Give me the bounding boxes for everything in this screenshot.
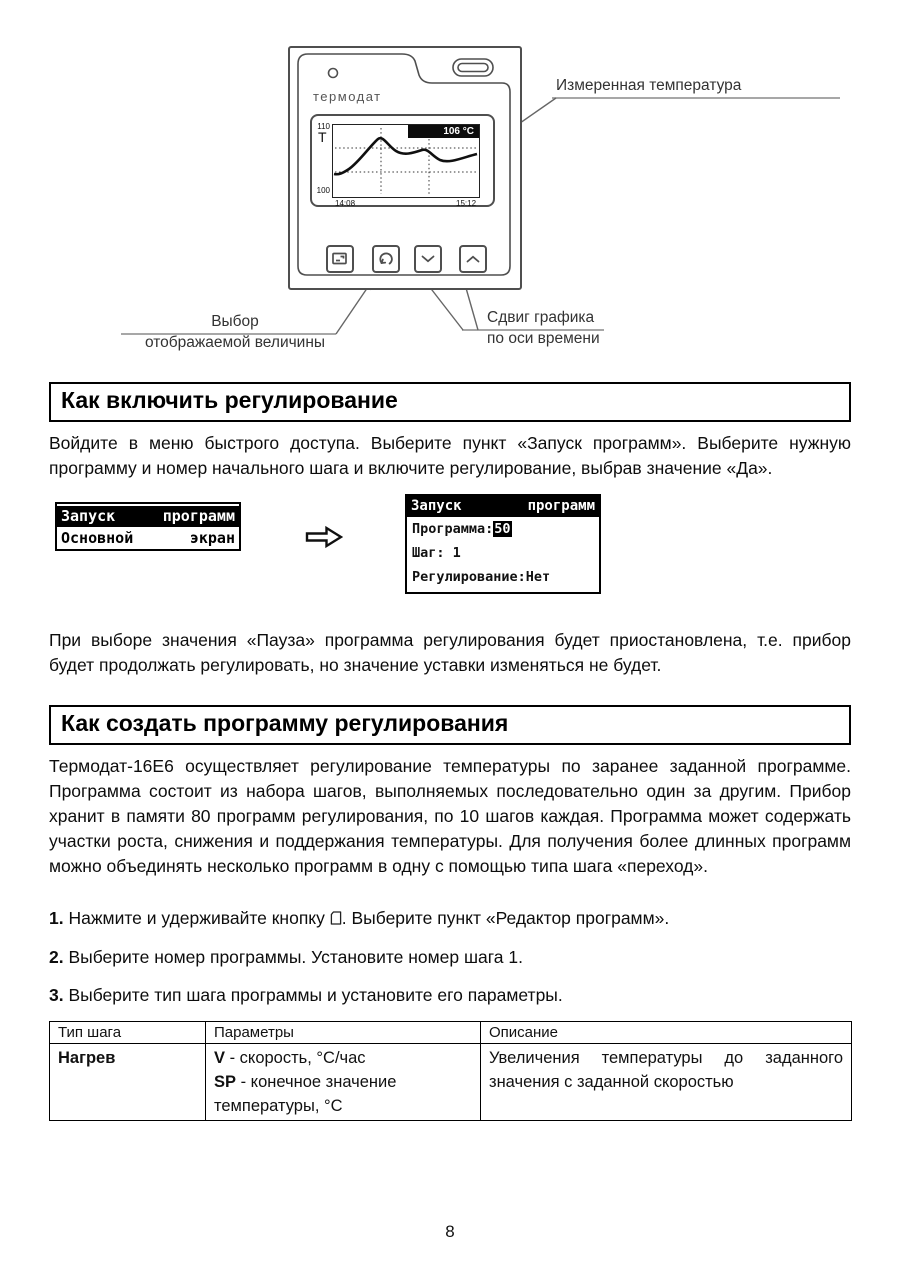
- lcd-step-line: Шаг: 1: [412, 545, 461, 561]
- right-arrow-icon: [305, 524, 343, 555]
- step-3: [49, 983, 851, 1008]
- callout-time-shift: [487, 307, 600, 349]
- step-3-text: Выберите тип шага программы и установите его параметры.: [68, 985, 563, 1005]
- back-button: [372, 245, 400, 273]
- page-number: 8: [445, 1222, 455, 1241]
- callout-select-value-line2: отображаемой величины: [144, 334, 326, 351]
- paragraph-create-program: Термодат-16Е6 осуществляет регулирование температуры по заранее заданной программе. Программа состоит из набора шагов, выполняемых последовательно один за другим. Прибор хранит в памяти 80 программ регулирования, по 10 шагов каждая. Программа может содержать участки роста, снижения и поддержания температуры. Для получения более длинных программ можно объединять несколько программ в одну с помощью типа шага «переход».: [49, 756, 851, 876]
- step-2-text: Выберите номер программы. Установите номер шага 1.: [68, 947, 523, 967]
- step-1-text-before: Нажмите и удерживайте кнопку: [68, 908, 330, 928]
- page-icon: [330, 907, 342, 932]
- paragraph-pause: При выборе значения «Пауза» программа регулирования будет приостановлена, т.е. прибор будет продолжать регулировать, но значение уставки изменяться не будет.: [49, 630, 851, 675]
- callout-select-value-line1: Выбор: [211, 313, 259, 330]
- lcd-screen-title: Запуск программ: [407, 496, 599, 517]
- scroll-left-button: [414, 245, 442, 273]
- lcd-program-start-screen: [405, 494, 601, 594]
- header-parameters: Параметры: [206, 1022, 481, 1044]
- device-display: [310, 114, 495, 207]
- display-select-button: [326, 245, 354, 273]
- callout-measured-temp: Измеренная температура: [556, 77, 742, 94]
- time-end-label: 15:12: [456, 199, 477, 208]
- step-2-number: 2.: [49, 947, 64, 967]
- led-indicator: [329, 69, 338, 78]
- brand-logo: термодат: [313, 89, 382, 104]
- device-illustration: [0, 0, 900, 382]
- lcd-menu-screen: [55, 502, 241, 551]
- time-start-label: 14:08: [335, 199, 356, 208]
- lcd-program-value: 50: [494, 521, 511, 537]
- step-1-text-after: . Выберите пункт «Редактор программ».: [341, 908, 670, 928]
- thermodat-device: [288, 46, 522, 290]
- section-title-enable-regulation: Как включить регулирование: [49, 382, 851, 422]
- lcd-screens-row: [49, 494, 851, 610]
- table-row: [50, 1044, 852, 1121]
- step-1-number: 1.: [49, 908, 64, 928]
- parameter-sp: SP - конечное значение температуры, °С: [214, 1073, 397, 1115]
- card-slot: [453, 59, 493, 76]
- y-max-label: 110: [317, 122, 330, 131]
- callout-time-shift-line2: по оси времени: [487, 330, 600, 347]
- step-2: [49, 945, 851, 970]
- lcd-regulation-line: Регулирование:Нет: [412, 569, 551, 585]
- chevron-up-icon: [461, 247, 485, 271]
- lcd-menu-item: Основной экран: [57, 527, 239, 549]
- temperature-graph: [332, 124, 480, 198]
- table-header-row: [50, 1022, 852, 1044]
- axis-label: T: [318, 129, 327, 145]
- header-step-type: Тип шага: [50, 1022, 206, 1044]
- header-description: Описание: [481, 1022, 852, 1044]
- steps-list: [49, 906, 851, 1008]
- callout-select-value: [122, 311, 348, 353]
- section-title-create-program: Как создать программу регулирования: [49, 705, 851, 745]
- display-icon: [328, 247, 352, 271]
- cell-description: Увеличения температуры до заданного значения с заданной скоростью: [481, 1044, 852, 1121]
- lcd-program-line: [407, 517, 599, 541]
- step-1: [49, 906, 851, 932]
- callout-time-shift-line1: Сдвиг графика: [487, 309, 595, 326]
- lcd-menu-selected-item: Запуск программ: [57, 504, 239, 527]
- step-3-number: 3.: [49, 985, 64, 1005]
- lcd-program-label: Программа:: [412, 521, 494, 537]
- y-min-label: 100: [316, 186, 330, 195]
- scroll-right-button: [459, 245, 487, 273]
- measured-temp-readout: 106 °C: [408, 125, 479, 138]
- chevron-down-icon: [416, 247, 440, 271]
- paragraph-enable-regulation: Войдите в меню быстрого доступа. Выберите пункт «Запуск программ». Выберите нужную программу и номер начального шага и включите регулирование, выбрав значение «Да».: [49, 433, 851, 478]
- step-types-table: [49, 1021, 852, 1121]
- cell-parameters: [206, 1044, 481, 1121]
- cell-step-type: Нагрев: [50, 1044, 206, 1121]
- back-arrow-icon: [374, 247, 398, 271]
- page-content: [49, 382, 851, 1121]
- parameter-v: V - скорость, °С/час: [214, 1049, 366, 1067]
